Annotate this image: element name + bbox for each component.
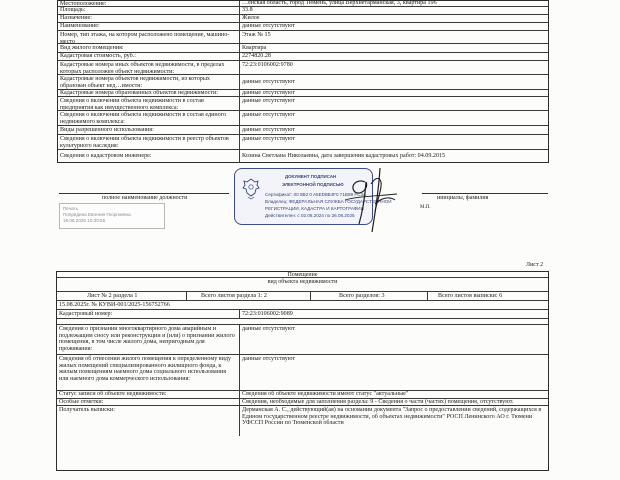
position-caption: полное наименование должности xyxy=(102,195,188,201)
cadastral-label: Кадастровый номер: xyxy=(57,310,240,318)
table-row xyxy=(57,399,548,406)
row-label: Вид жилого помещения: xyxy=(58,44,240,52)
table-row xyxy=(58,97,548,111)
stamp-title: ДОКУМЕНТ ПОДПИСАН xyxy=(285,174,337,179)
row-label: Сведения о включении объекта недвижимости в реестр объектов культурного наследия: xyxy=(58,135,240,149)
stamp-line: Действителен: с 02.06.2024 по 26.08.2025 xyxy=(265,213,355,218)
row-label: Наименование: xyxy=(58,23,240,30)
stamp-title: ЭЛЕКТРОННОЙ ПОДПИСЬЮ xyxy=(282,182,344,187)
name-caption: инициалы, фамилия xyxy=(437,195,489,201)
table-row xyxy=(57,355,548,391)
row-label: Кадастровые номера образованных объектов недвижимости: xyxy=(58,90,240,96)
row-label: Местоположение: xyxy=(58,1,240,6)
cadastral-value: 72:23:0106002:9089 xyxy=(242,310,293,317)
section-title: Помещение xyxy=(287,272,318,277)
row-label: Виды разрешенного использования: xyxy=(58,126,240,134)
row-label: Сведения о включении объекта недвижимости в состав единого недвижимого комплекса: xyxy=(58,111,240,125)
row-value: Дерманская А. С., действующий(ая) на основании документа "Запрос о предоставлении сведений, содержащихся в Едином государственном реестре недвижимости, об объектах недвижимости" РОСП Ленинского АО г. Тюмени УФССП России по Тюменской области xyxy=(242,407,542,427)
row-value: Квартира xyxy=(242,44,267,51)
row-value: Жилое xyxy=(242,15,260,22)
cadastral-row xyxy=(57,310,548,319)
section-subtitle: вид объекта недвижимости xyxy=(267,279,338,285)
row-label: Особые отметки: xyxy=(57,399,240,405)
row-value: данные отсутствуют xyxy=(242,326,295,332)
table-row xyxy=(58,150,548,163)
table-row xyxy=(58,23,548,31)
row-label: Площадь: xyxy=(58,7,240,14)
emblem-icon xyxy=(240,176,262,200)
row-value: данные отсутствуют xyxy=(242,112,295,118)
name-underline xyxy=(422,193,548,194)
row-label: Кадастровые номера иных объектов недвижимости, в пределах которых расположен объект недвижимости: xyxy=(58,61,240,74)
row-value: данные отсутствуют xyxy=(242,23,295,30)
row-value: Сведения, необходимые для заполнения раздела: 9 - Сведения о части (частях) помещения, отсутствуют. xyxy=(242,399,514,405)
row-value: …енская область, город Тюмень, улица Верхнетарманская, 3, квартира 196 xyxy=(242,1,437,6)
table-row xyxy=(58,75,548,90)
row-value: Сведения об объекте недвижимости имеют статус "актуальные" xyxy=(242,391,409,398)
row-value: 2274820.28 xyxy=(242,53,271,60)
row-label: Сведения о кадастровом инженере: xyxy=(58,150,240,163)
edoc-line: Печать xyxy=(63,206,79,211)
row-label: Сведения о включении объекта недвижимости в состав предприятия как имущественного комплекса: xyxy=(58,97,240,110)
table-row xyxy=(57,325,548,355)
table-row xyxy=(58,90,548,97)
date-row xyxy=(57,301,548,310)
row-label: Сведения о признании многоквартирного дома аварийным и подлежащим сносу или реконструкции и (или) о признании жилого помещения, в том числе жилого дома, непригодным для проживания: xyxy=(57,325,240,354)
table-row xyxy=(57,406,548,436)
seal-mark: М.П. xyxy=(420,205,431,210)
handwritten-signature xyxy=(335,160,405,240)
row-label: Статус записи об объекте недвижимости: xyxy=(57,391,240,398)
position-underline xyxy=(59,193,229,194)
row-value: данные отсутствуют xyxy=(242,90,295,96)
row-label: Получатель выписки: xyxy=(57,406,240,436)
stamp-line: РЕГИСТРАЦИИ, КАДАСТРА И КАРТОГРАФИИ xyxy=(265,206,364,211)
row-value: Этаж № 15 xyxy=(242,32,271,38)
row-value: данные отсутствуют xyxy=(242,126,295,133)
total-sheets-section: Всего листов раздела 1: 2 xyxy=(187,292,311,300)
row-value: данные отсутствуют xyxy=(242,98,295,104)
edoc-note xyxy=(59,203,165,229)
row-label: Назначение: xyxy=(58,15,240,22)
row-value: данные отсутствуют xyxy=(242,78,295,85)
meta-row xyxy=(57,292,548,301)
table-row xyxy=(57,391,548,399)
table-row xyxy=(58,31,548,44)
table-row xyxy=(58,15,548,23)
edoc-line: Попрядина Евгения Георгиевна xyxy=(63,212,131,217)
section-subtitle-row xyxy=(57,278,548,292)
sheet2-table xyxy=(56,271,549,471)
table-row xyxy=(58,7,548,15)
table-row xyxy=(58,126,548,135)
total-sections: Всего разделов: 3 xyxy=(311,292,428,300)
sheet-label: Лист 2 xyxy=(526,262,544,268)
row-label: Кадастровые номера объектов недвижимости, из которых образован объект нед…имости: xyxy=(58,75,240,89)
sheet1-table xyxy=(57,0,549,163)
extract-date-number: 15.08.2025г. № КУВИ-001/2025-156752766 xyxy=(59,301,170,308)
table-row xyxy=(58,135,548,150)
table-row xyxy=(58,53,548,61)
table-row xyxy=(58,44,548,53)
stamp-line: Сертификат: 00 8B2 0 A5ED8B4F0 71B89 FC3A xyxy=(265,192,367,197)
row-value: 72:23:0106002:9780 xyxy=(242,62,293,68)
row-value: 33.8 xyxy=(242,7,253,14)
row-value: данные отсутствуют xyxy=(242,136,295,142)
row-label: Кадастровая стоимость, руб.: xyxy=(58,53,240,60)
table-row xyxy=(58,111,548,126)
edoc-line: 19.08.2025 10:30:55 xyxy=(63,218,106,223)
row-label: Сведения об отнесении жилого помещения к определенному виду жилых помещений специализированного жилищного фонда, к жилым помещениям наемного дома социального использования или наемного дома коммерческого использования: xyxy=(57,355,240,390)
stamp-line: Владелец: ФЕДЕРАЛЬНАЯ СЛУЖБА ГОСУДАРСТВЕННОЙ xyxy=(265,199,392,204)
table-row xyxy=(58,61,548,75)
row-value: данные отсутствуют xyxy=(242,356,295,362)
total-sheets: Всего листов выписки: 6 xyxy=(438,292,503,299)
row-value: Козина Светлана Николаевна, дата завершения кадастровых работ: 04.09.2015 xyxy=(242,153,446,160)
sheet-number: Лист № 2 раздела 1 xyxy=(57,292,187,300)
row-label: Номер, тип этажа, на котором расположено помещение, машино-место xyxy=(58,31,240,43)
